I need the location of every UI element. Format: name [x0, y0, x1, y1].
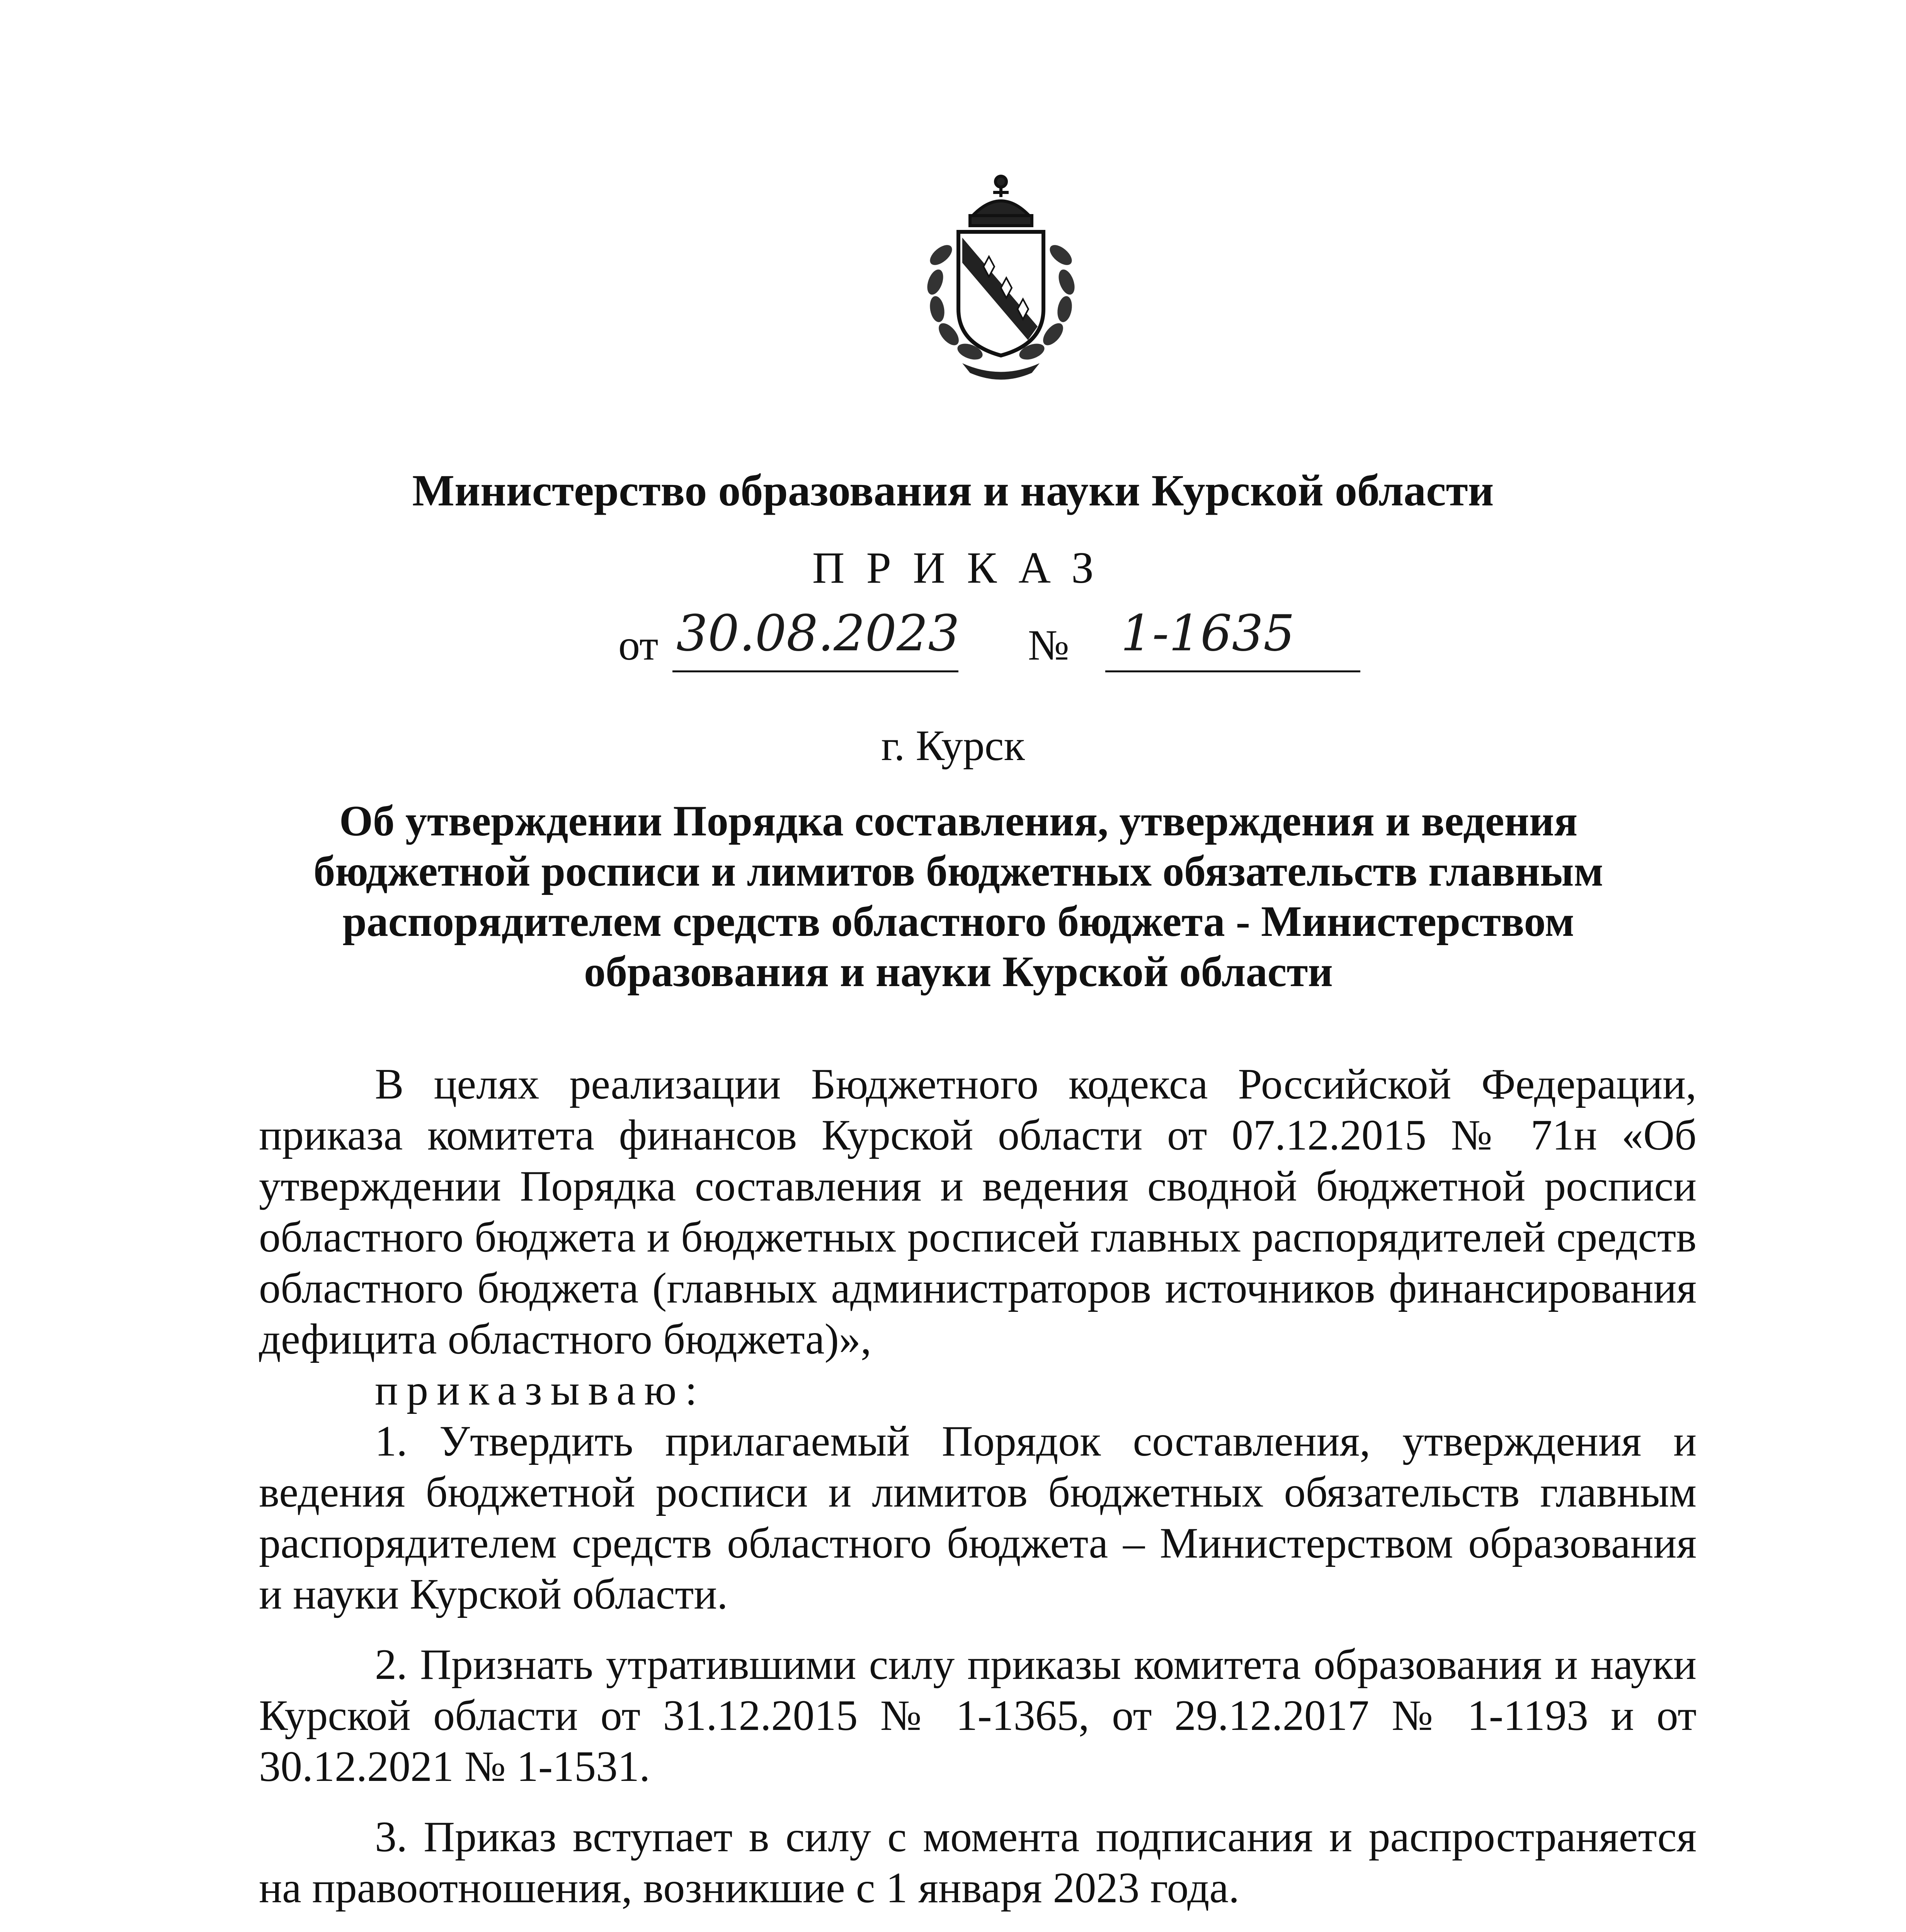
preamble: В целях реализации Бюджетного кодекса Российской Федерации, приказа комитета финансов Курской области от 07.12.2015 № 71н «Об утверждении Порядка составления и ведения сводной бюджетной росписи областного бюджета и бюджетных росписей главных распорядителей средств областного бюджета (главных администраторов источников финансирования дефицита областного бюджета)»,: [259, 1060, 1697, 1363]
date-label: от: [618, 621, 659, 669]
number-underline: [1105, 670, 1360, 672]
order-date-number: [618, 605, 1372, 676]
document-type: ПРИКАЗ: [812, 543, 1116, 593]
city: г. Курск: [881, 722, 1025, 770]
date-underline: [672, 670, 958, 672]
ministry-name: Министерство образования и науки Курской области: [412, 466, 1494, 515]
item-3: 3. Приказ вступает в силу с момента подписания и распространяется на правоотношения, возникшие с 1 января 2023 года.: [259, 1813, 1697, 1912]
number-label: №: [1028, 621, 1069, 669]
coat-of-arms-icon: [904, 170, 1098, 386]
order-word: приказываю:: [375, 1366, 706, 1414]
item-1: 1. Утвердить прилагаемый Порядок составления, утверждения и ведения бюджетной росписи и лимитов бюджетных обязательств главным распорядителем средств областного бюджета – Министерством образования и науки Курской области.: [259, 1417, 1697, 1618]
document-title: Об утверждении Порядка составления, утверждения и ведения бюджетной росписи и лимитов бюджетных обязательств главным распорядителем средств областного бюджета - Министерством образования и науки Курской области: [313, 797, 1603, 996]
date-value: 30.08.2023: [676, 605, 960, 662]
number-value: 1-1635: [1121, 605, 1295, 662]
document-body: [259, 1059, 1697, 1913]
item-2: 2. Признать утратившими силу приказы комитета образования и науки Курской области от 31.12.2015 № 1-1365, от 29.12.2017 № 1-1193 и от 30.12.2021 № 1-1531.: [259, 1641, 1697, 1791]
